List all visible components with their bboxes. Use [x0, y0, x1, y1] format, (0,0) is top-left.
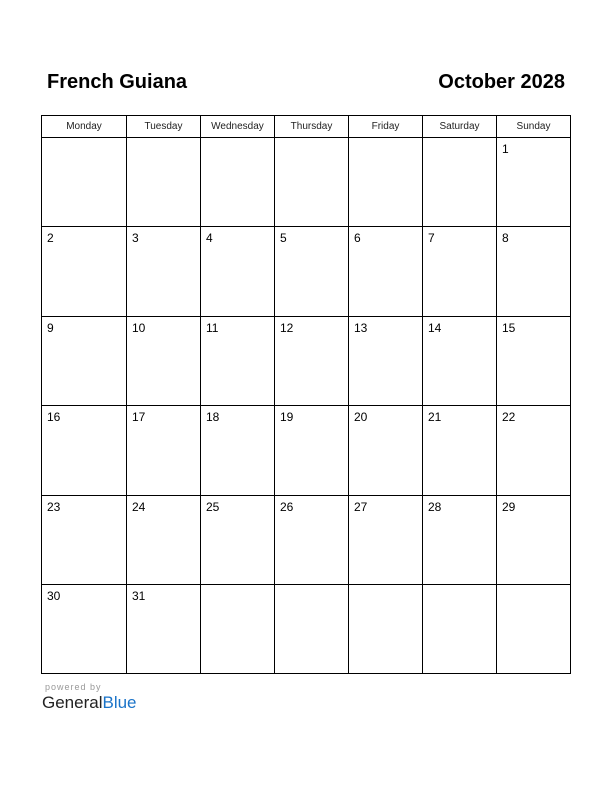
month-title: October 2028 [438, 71, 565, 93]
day-cell [42, 138, 127, 227]
date-number: 17 [132, 410, 146, 425]
date-number: 7 [428, 231, 435, 246]
day-cell [349, 316, 423, 405]
date-number: 15 [502, 320, 516, 335]
date-number: 29 [502, 499, 516, 514]
day-cell [349, 227, 423, 316]
date-number: 30 [47, 588, 61, 603]
date-number [201, 138, 274, 142]
day-cell [275, 227, 349, 316]
date-number: 14 [428, 320, 442, 335]
day-header: Tuesday [127, 116, 201, 138]
day-cell [42, 227, 127, 316]
date-number [42, 138, 126, 142]
powered-by: powered by [45, 682, 102, 692]
date-number [349, 138, 422, 142]
date-number: 6 [354, 231, 361, 246]
week-row [42, 584, 571, 673]
date-number: 12 [280, 320, 294, 335]
date-number: 13 [354, 320, 368, 335]
day-cell [349, 406, 423, 495]
day-header: Monday [42, 116, 127, 138]
day-cell [497, 227, 571, 316]
day-cell [127, 584, 201, 673]
date-number: 19 [280, 410, 294, 425]
day-cell [127, 316, 201, 405]
day-header: Thursday [275, 116, 349, 138]
date-number [201, 585, 274, 589]
day-cell [423, 406, 497, 495]
date-number [423, 585, 496, 589]
day-cell [275, 584, 349, 673]
day-cell [497, 495, 571, 584]
day-cell [423, 584, 497, 673]
week-row [42, 138, 571, 227]
week-row [42, 495, 571, 584]
date-number: 28 [428, 499, 442, 514]
date-number [275, 138, 348, 142]
date-number: 11 [206, 320, 219, 335]
date-number: 16 [47, 410, 61, 425]
day-cell [127, 406, 201, 495]
day-header: Friday [349, 116, 423, 138]
date-number [497, 585, 570, 589]
day-cell [275, 406, 349, 495]
date-number: 31 [132, 588, 146, 603]
date-number [423, 138, 496, 142]
day-cell [423, 495, 497, 584]
date-number: 10 [132, 320, 146, 335]
week-row [42, 406, 571, 495]
logo-blue: Blue [102, 693, 137, 712]
date-number [275, 585, 348, 589]
calendar-grid [41, 115, 571, 674]
country-title: French Guiana [47, 71, 188, 93]
day-cell [275, 316, 349, 405]
date-number: 3 [132, 231, 139, 246]
date-number: 18 [206, 410, 220, 425]
date-number: 1 [502, 142, 509, 156]
date-number [349, 585, 422, 589]
day-cell [497, 138, 571, 227]
date-number: 20 [354, 410, 368, 425]
day-cell [423, 138, 497, 227]
date-number: 23 [47, 499, 61, 514]
date-number: 26 [280, 499, 294, 514]
date-number [127, 138, 200, 142]
day-cell [275, 138, 349, 227]
day-cell [497, 316, 571, 405]
day-header: Wednesday [201, 116, 275, 138]
day-cell [42, 584, 127, 673]
day-header: Saturday [423, 116, 497, 138]
day-cell [201, 495, 275, 584]
date-number: 24 [132, 499, 146, 514]
day-cell [275, 495, 349, 584]
date-number: 9 [47, 320, 54, 335]
date-number: 25 [206, 499, 220, 514]
day-cell [349, 584, 423, 673]
day-cell [127, 495, 201, 584]
date-number: 2 [47, 231, 54, 246]
day-cell [42, 406, 127, 495]
day-cell [497, 406, 571, 495]
day-cell [423, 316, 497, 405]
day-cell [127, 138, 201, 227]
date-number: 4 [206, 231, 213, 246]
day-cell [201, 316, 275, 405]
day-cell [42, 495, 127, 584]
generalblue-logo[interactable] [42, 693, 137, 713]
week-row [42, 227, 571, 316]
date-number: 22 [502, 410, 516, 425]
date-number: 8 [502, 231, 509, 246]
day-cell [42, 316, 127, 405]
day-cell [201, 227, 275, 316]
date-number: 27 [354, 499, 368, 514]
week-row [42, 316, 571, 405]
day-cell [201, 406, 275, 495]
logo-general: General [42, 693, 103, 712]
date-number: 21 [428, 410, 442, 425]
date-number: 5 [280, 231, 287, 246]
day-cell [423, 227, 497, 316]
day-cell [127, 227, 201, 316]
day-cell [201, 584, 275, 673]
day-cell [349, 138, 423, 227]
day-cell [497, 584, 571, 673]
day-header: Sunday [497, 116, 571, 138]
day-cell [201, 138, 275, 227]
day-cell [349, 495, 423, 584]
